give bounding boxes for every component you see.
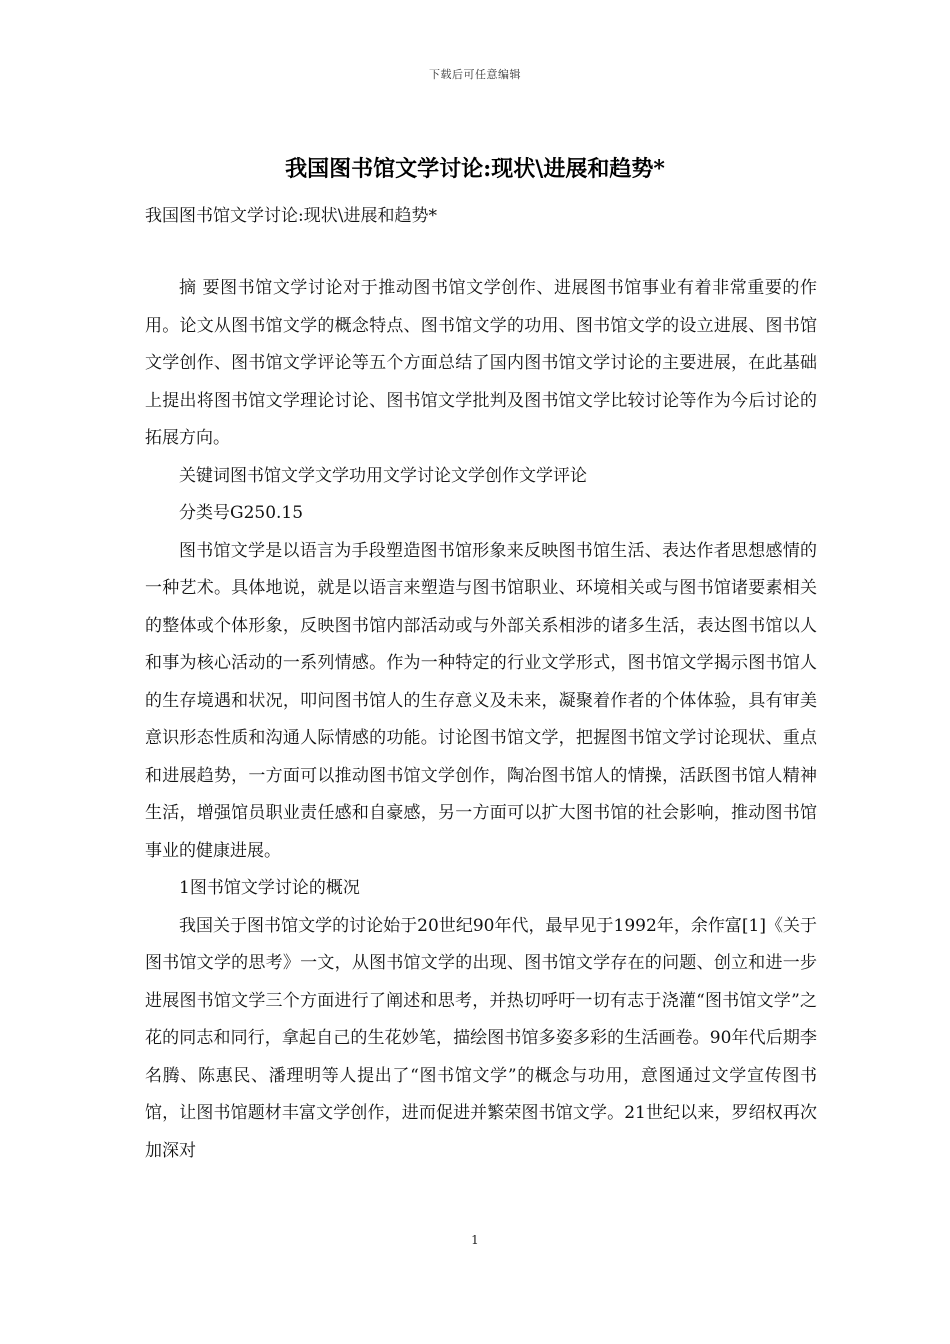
document-title: 我国图书馆文学讨论:现状\进展和趋势* bbox=[285, 156, 665, 182]
intro-paragraph: 图书馆文学是以语言为手段塑造图书馆形象来反映图书馆生活、表达作者思想感情的一种艺术。具体地说，就是以语言来塑造与图书馆职业、环境相关或与图书馆诸要素相关的整体或个体形象，反映图书馆内部活动或与外部关系相涉的诸多生活，表达图书馆以人和事为核心活动的一系列情感。作为一种特定的行业文学形式，图书馆文学揭示图书馆人的生存境遇和状况，叩问图书馆人的生存意义及未来，凝聚着作者的个体体验，具有审美意识形态性质和沟通人际情感的功能。讨论图书馆文学，把握图书馆文学讨论现状、重点和进展趋势，一方面可以推动图书馆文学创作，陶冶图书馆人的情操，活跃图书馆人精神生活，增强馆员职业责任感和自豪感，另一方面可以扩大图书馆的社会影响，推动图书馆事业的健康进展。 bbox=[145, 540, 817, 861]
page-number: 1 bbox=[471, 1233, 479, 1247]
abstract-paragraph: 摘 要图书馆文学讨论对于推动图书馆文学创作、进展图书馆事业有着非常重要的作用。论文从图书馆文学的概念特点、图书馆文学的功用、图书馆文学的设立进展、图书馆文学创作、图书馆文学评论等五个方面总结了国内图书馆文学讨论的主要进展，在此基础上提出将图书馆文学理论讨论、图书馆文学批判及图书馆文学比较讨论等作为今后讨论的拓展方向。 bbox=[145, 278, 817, 448]
header-note: 下载后可任意编辑 bbox=[429, 68, 521, 81]
body-text bbox=[145, 270, 817, 1170]
overview-paragraph: 我国关于图书馆文学的讨论始于20世纪90年代，最早见于1992年，余作富[1]《关于图书馆文学的思考》一文，从图书馆文学的出现、图书馆文学存在的问题、创立和进一步进展图书馆文学三个方面进行了阐述和思考，并热切呼吁一切有志于浇灌“图书馆文学”之花的同志和同行，拿起自己的生花妙笔，描绘图书馆多姿多彩的生活画卷。90年代后期李名腾、陈惠民、潘理明等人提出了“图书馆文学”的概念与功用，意图通过文学宣传图书馆，让图书馆题材丰富文学创作，进而促进并繁荣图书馆文学。21世纪以来，罗绍权再次加深对 bbox=[145, 915, 817, 1161]
classification-paragraph: 分类号G250.15 bbox=[179, 503, 304, 523]
document-subtitle: 我国图书馆文学讨论:现状\进展和趋势* bbox=[145, 206, 437, 226]
section-heading: 1图书馆文学讨论的概况 bbox=[179, 878, 360, 898]
keywords-paragraph: 关键词图书馆文学文学功用文学讨论文学创作文学评论 bbox=[179, 465, 587, 486]
